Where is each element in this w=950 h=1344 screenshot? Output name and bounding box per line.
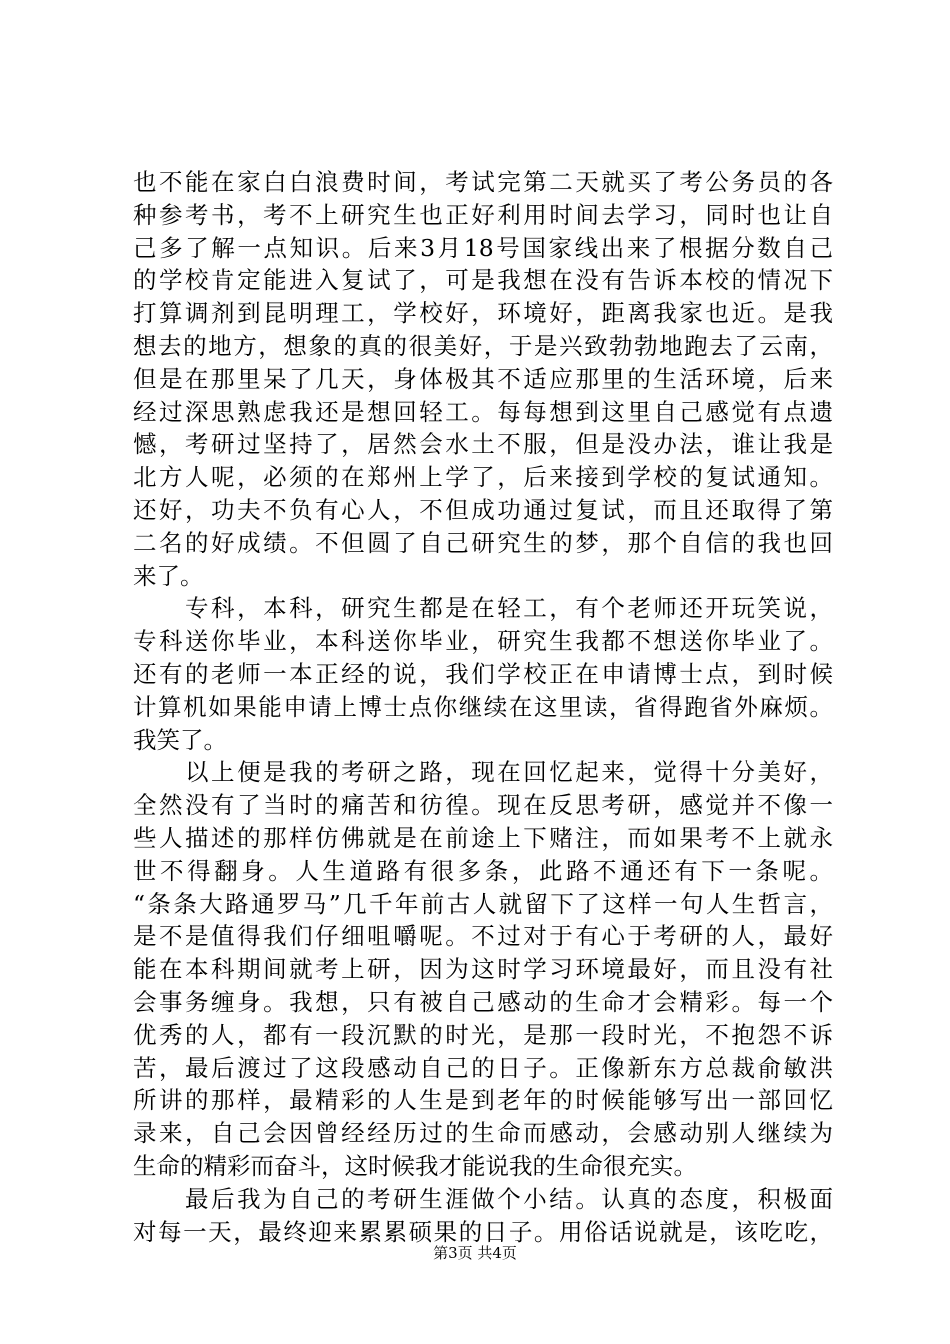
- text-line: 能在本科期间就考上研，因为这时学习环境最好，而且没有社: [133, 955, 833, 984]
- text-line: 苦，最后渡过了这段感动自己的日子。正像新东方总裁俞敏洪: [133, 1053, 833, 1082]
- text-line: 北方人呢，必须的在郑州上学了，后来接到学校的复试通知。: [133, 463, 833, 492]
- text-line: 想去的地方，想象的真的很美好，于是兴致勃勃地跑去了云南，: [133, 331, 833, 360]
- text-line: 也不能在家白白浪费时间，考试完第二天就买了考公务员的各: [133, 168, 833, 196]
- text-line: 会事务缠身。我想，只有被自己感动的生命才会精彩。每一个: [133, 987, 833, 1016]
- text-line: 专科，本科，研究生都是在轻工，有个老师还开玩笑说，: [133, 594, 833, 623]
- text-line: 来了。: [133, 561, 204, 590]
- text-line: 种参考书，考不上研究生也正好利用时间去学习，同时也让自: [133, 200, 833, 229]
- paragraph: [133, 1183, 833, 1249]
- text-line: 所讲的那样，最精彩的人生是到老年的时候能够写出一部回忆: [133, 1086, 833, 1115]
- body-text: [133, 166, 833, 1248]
- text-line: 生命的精彩而奋斗，这时候我才能说我的生命很充实。: [133, 1151, 697, 1180]
- text-line: 世不得翻身。人生道路有很多条，此路不通还有下一条呢。: [133, 856, 833, 885]
- text-line: 还有的老师一本正经的说，我们学校正在申请博士点，到时候: [133, 659, 833, 688]
- text-line: 最后我为自己的考研生涯做个小结。认真的态度，积极面: [133, 1184, 833, 1213]
- text-line: 但是在那里呆了几天，身体极其不适应那里的生活环境，后来: [133, 364, 833, 393]
- text-line: 己多了解一点知识。后来3月18号国家线出来了根据分数自己: [133, 233, 833, 262]
- paragraph: [133, 592, 833, 756]
- paragraph: [133, 756, 833, 1182]
- text-line: 全然没有了当时的痛苦和彷徨。现在反思考研，感觉并不像一: [133, 791, 833, 820]
- text-line: 是不是值得我们仔细咀嚼呢。不过对于有心于考研的人，最好: [133, 922, 833, 951]
- text-line: 打算调剂到昆明理工，学校好，环境好，距离我家也近。是我: [133, 299, 833, 328]
- text-line: 专科送你毕业，本科送你毕业，研究生我都不想送你毕业了。: [133, 627, 833, 656]
- paragraph: [133, 166, 833, 592]
- text-line: 以上便是我的考研之路，现在回忆起来，觉得十分美好，: [133, 758, 833, 787]
- text-line: 经过深思熟虑我还是想回轻工。每每想到这里自己感觉有点遗: [133, 397, 833, 426]
- text-line: 我笑了。: [133, 725, 227, 754]
- text-line: 录来，自己会因曾经经历过的生命而感动，会感动别人继续为: [133, 1119, 833, 1148]
- text-line: 计算机如果能申请上博士点你继续在这里读，省得跑省外麻烦。: [133, 692, 833, 721]
- page-footer: 第3页 共4页: [433, 1244, 517, 1262]
- text-line: 些人描述的那样仿佛就是在前途上下赌注，而如果考不上就永: [133, 823, 833, 852]
- text-line: 二名的好成绩。不但圆了自己研究生的梦，那个自信的我也回: [133, 528, 833, 557]
- text-line: 憾，考研过坚持了，居然会水土不服，但是没办法，谁让我是: [133, 430, 833, 459]
- text-line: 的学校肯定能进入复试了，可是我想在没有告诉本校的情况下: [133, 266, 833, 295]
- text-line: 对每一天，最终迎来累累硕果的日子。用俗话说就是，该吃吃，: [133, 1217, 833, 1246]
- text-line: “条条大路通罗马”几千年前古人就留下了这样一句人生哲言，: [133, 889, 833, 918]
- text-line: 优秀的人，都有一段沉默的时光，是那一段时光，不抱怨不诉: [133, 1020, 833, 1049]
- text-line: 还好，功夫不负有心人，不但成功通过复试，而且还取得了第: [133, 495, 833, 524]
